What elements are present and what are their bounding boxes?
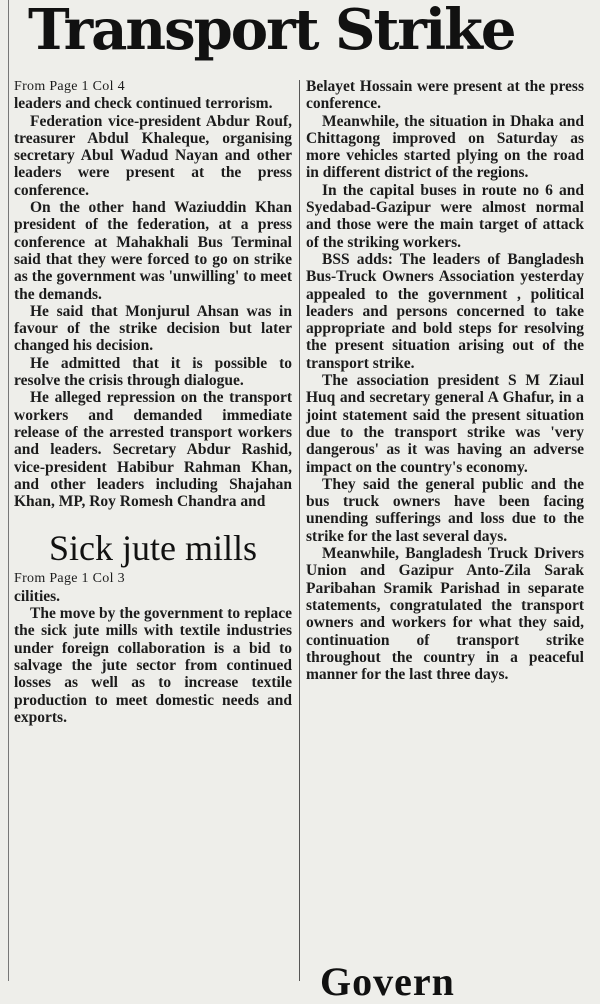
paragraph: Meanwhile, Bangladesh Truck Drivers Union and Gazipur Anto-Zila Sarak Paribahan Sramik Parishad in separate statements, congratulated the transport owners and workers for what they said, continuation of transport strike throughout the country in a peaceful manner for the last three days. bbox=[306, 545, 584, 684]
paragraph: Federation vice-president Abdur Rouf, treasurer Abdul Khaleque, organising secretary Abul Wadud Nayan and other leaders were present at the press conference. bbox=[14, 112, 292, 199]
paragraph: He admitted that it is possible to resolve the crisis through dialogue. bbox=[14, 354, 292, 390]
page-edge-line bbox=[8, 0, 9, 981]
paragraph: The move by the government to replace the sick jute mills with textile industries under foreign collaboration is a bid to salvage the jute sector from continued losses as well as to increase textile production to meet domestic needs and exports. bbox=[14, 605, 292, 726]
continuation-line: From Page 1 Col 4 bbox=[14, 79, 125, 94]
paragraph: cilities. bbox=[14, 587, 61, 605]
paragraph: Meanwhile, the situation in Dhaka and Chittagong improved on Saturday as more vehicles started plying on the road in different district of the regions. bbox=[306, 112, 584, 182]
headline: Transport Strike bbox=[28, 0, 515, 63]
right-column bbox=[306, 78, 584, 683]
paragraph: He said that Monjurul Ahsan was in favour of the strike decision but later changed his decision. bbox=[14, 302, 292, 355]
paragraph: Belayet Hossain were present at the press conference. bbox=[306, 78, 584, 113]
paragraph: In the capital buses in route no 6 and Syedabad-Gazipur were almost normal and those were the main target of attack of the striking workers. bbox=[306, 181, 584, 251]
left-column bbox=[14, 78, 292, 726]
second-story-headline: Sick jute mills bbox=[48, 528, 257, 569]
paragraph: The association president S M Ziaul Huq and secretary general A Ghafur, in a joint statement said the present situation due to the transport strike was 'very dangerous' as it was having an adverse impact on the country's economy. bbox=[306, 372, 584, 476]
column-rule bbox=[299, 80, 300, 981]
paragraph: On the other hand Waziuddin Khan president of the federation, at a press conference at Mahakhali Bus Terminal said that they were forced to go on strike as the government was 'unwilling' to meet the demands. bbox=[14, 199, 292, 303]
paragraph: leaders and check continued terrorism. bbox=[14, 95, 273, 113]
continuation-line: From Page 1 Col 3 bbox=[14, 571, 125, 587]
cut-off-heading: Govern bbox=[320, 959, 455, 1004]
paragraph: BSS adds: The leaders of Bangladesh Bus-Truck Owners Association yesterday appealed to the government , political leaders and persons concerned to take appropriate and bold steps for resolving the present situation arising out of the transport strike. bbox=[306, 250, 584, 372]
paragraph: He alleged repression on the transport workers and demanded immediate release of the arrested transport workers and leaders. Secretary Abdur Rashid, vice-president Habibur Rahman Khan, and other leaders including Shajahan Khan, MP, Roy Romesh Chandra and bbox=[14, 389, 292, 511]
paragraph: They said the general public and the bus truck owners have been facing unending sufferings and loss due to the strike for the last several days. bbox=[306, 475, 584, 545]
